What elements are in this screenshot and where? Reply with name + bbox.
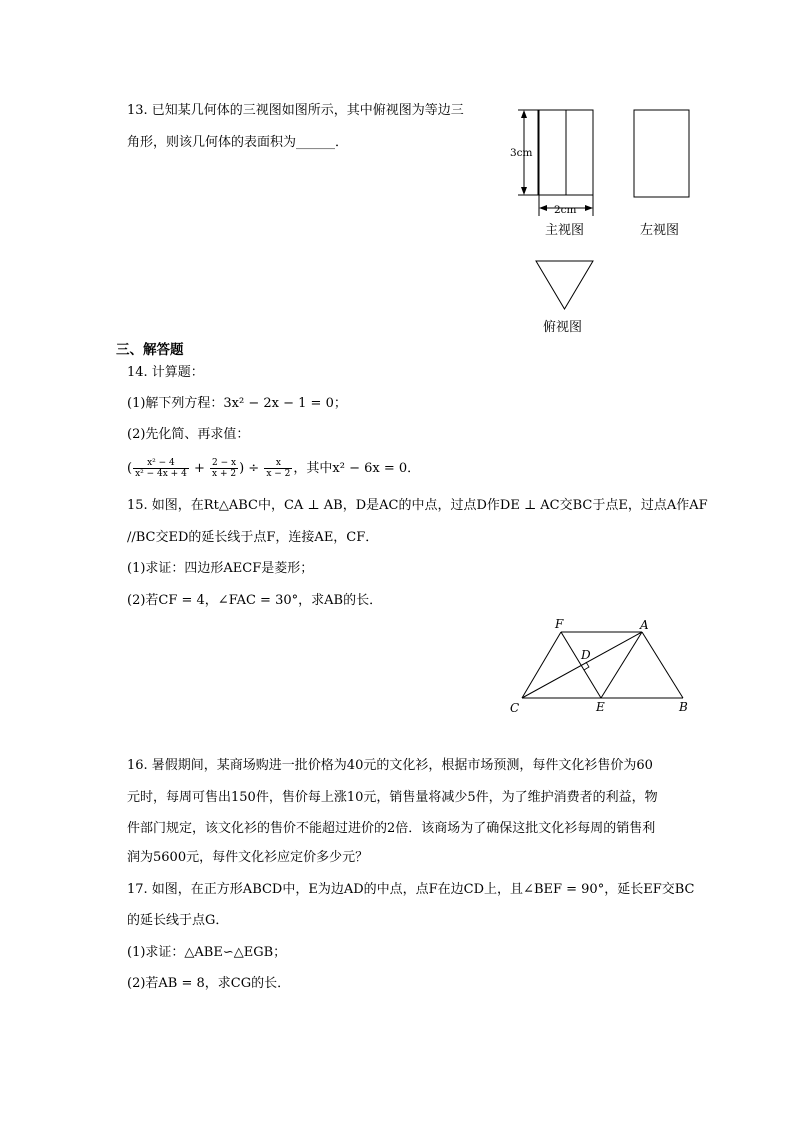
divide-sign: ) ÷ [239,461,260,476]
fraction-1 [133,458,189,479]
q17-line2: 的延长线于点G． [127,913,229,928]
q15-line2: //BC交ED的延长线于点F，连接AE，CF． [127,530,379,545]
top-view-figure [533,257,597,313]
width-label: 2cm [554,204,577,216]
q17-line1: 17. 如图，在正方形ABCD中，E为边AD的中点，点F在边CD上，且∠BEF = 90°，延长EF交BC [127,882,695,897]
fraction-1-numerator: x² − 4 [133,458,189,469]
side-view-caption: 左视图 [640,223,680,238]
point-label-D: D [581,648,591,662]
fraction-3-denominator: x − 2 [266,469,291,479]
fraction-2 [210,458,238,479]
fraction-2-numerator: 2 − x [212,458,237,468]
point-label-C: C [510,701,520,715]
fraction-3-numerator: x [264,458,292,469]
width-arrow-left [539,205,547,211]
top-view-triangle [536,261,593,309]
q15-line1: 15. 如图，在Rt△ABC中，CA ⊥ AB，D是AC的中点，过点D作DE ⊥ AC交BC于点E，过点A作AF [127,498,708,513]
q17-part2: (2)若AB = 8，求CG的长． [127,976,291,991]
top-view-caption: 俯视图 [543,320,583,335]
q16-line3: 件部门规定，该文化衫的售价不能超过进价的2倍．该商场为了确保这批文化衫每周的销售利 [127,821,656,836]
plus-sign: + [193,461,205,476]
q16-line2: 元时，每周可售出150件，售价每上涨10元，销售量将减少5件，为了维护消费者的利益，物 [127,790,658,805]
width-arrow-right [585,205,593,211]
point-label-F: F [555,617,564,631]
segment-FE [561,632,601,698]
height-arrow-bottom [521,187,527,195]
segment-AC [522,632,642,698]
rhombus-figure [500,612,700,722]
q13-line1: 13. 已知某几何体的三视图如图所示，其中俯视图为等边三 [127,103,464,118]
height-arrow-top [521,110,527,118]
fraction-1-denominator: x² − 4x + 4 [135,469,187,479]
segment-AE [601,632,642,698]
q14-title: 14. 计算题： [127,365,204,380]
q14-part1: (1)解下列方程：3x² − 2x − 1 = 0； [127,396,347,411]
fraction-2-denominator: x + 2 [212,469,237,479]
point-label-A: A [640,618,649,632]
q14-expression [127,454,420,484]
q15-part1: (1)求证：四边形AECF是菱形； [127,561,314,576]
q17-part1: (1)求证：△ABE∽△EGB； [127,945,287,960]
point-label-B: B [679,700,688,714]
condition-text: ，其中x² − 6x = 0． [293,461,421,476]
q15-part2: (2)若CF = 4，∠FAC = 30°，求AB的长． [127,593,383,608]
height-label: 3cm [510,147,533,159]
section-heading: 三、解答题 [116,342,184,358]
front-view-caption: 主视图 [545,223,585,238]
segment-FC [522,632,561,698]
side-view-rect [634,110,689,197]
expr-open-paren: ( [127,461,133,476]
q16-line4: 润为5600元，每件文化衫应定价多少元？ [127,850,369,865]
point-label-E: E [596,700,605,714]
q14-part2: (2)先化简、再求值： [127,427,250,442]
fraction-3 [264,458,292,479]
q13-line2: 角形，则该几何体的表面积为______． [127,135,349,150]
q16-line1: 16. 暑假期间，某商场购进一批价格为40元的文化衫，根据市场预测，每件文化衫售价为60 [127,758,653,773]
segment-AB [642,632,683,698]
